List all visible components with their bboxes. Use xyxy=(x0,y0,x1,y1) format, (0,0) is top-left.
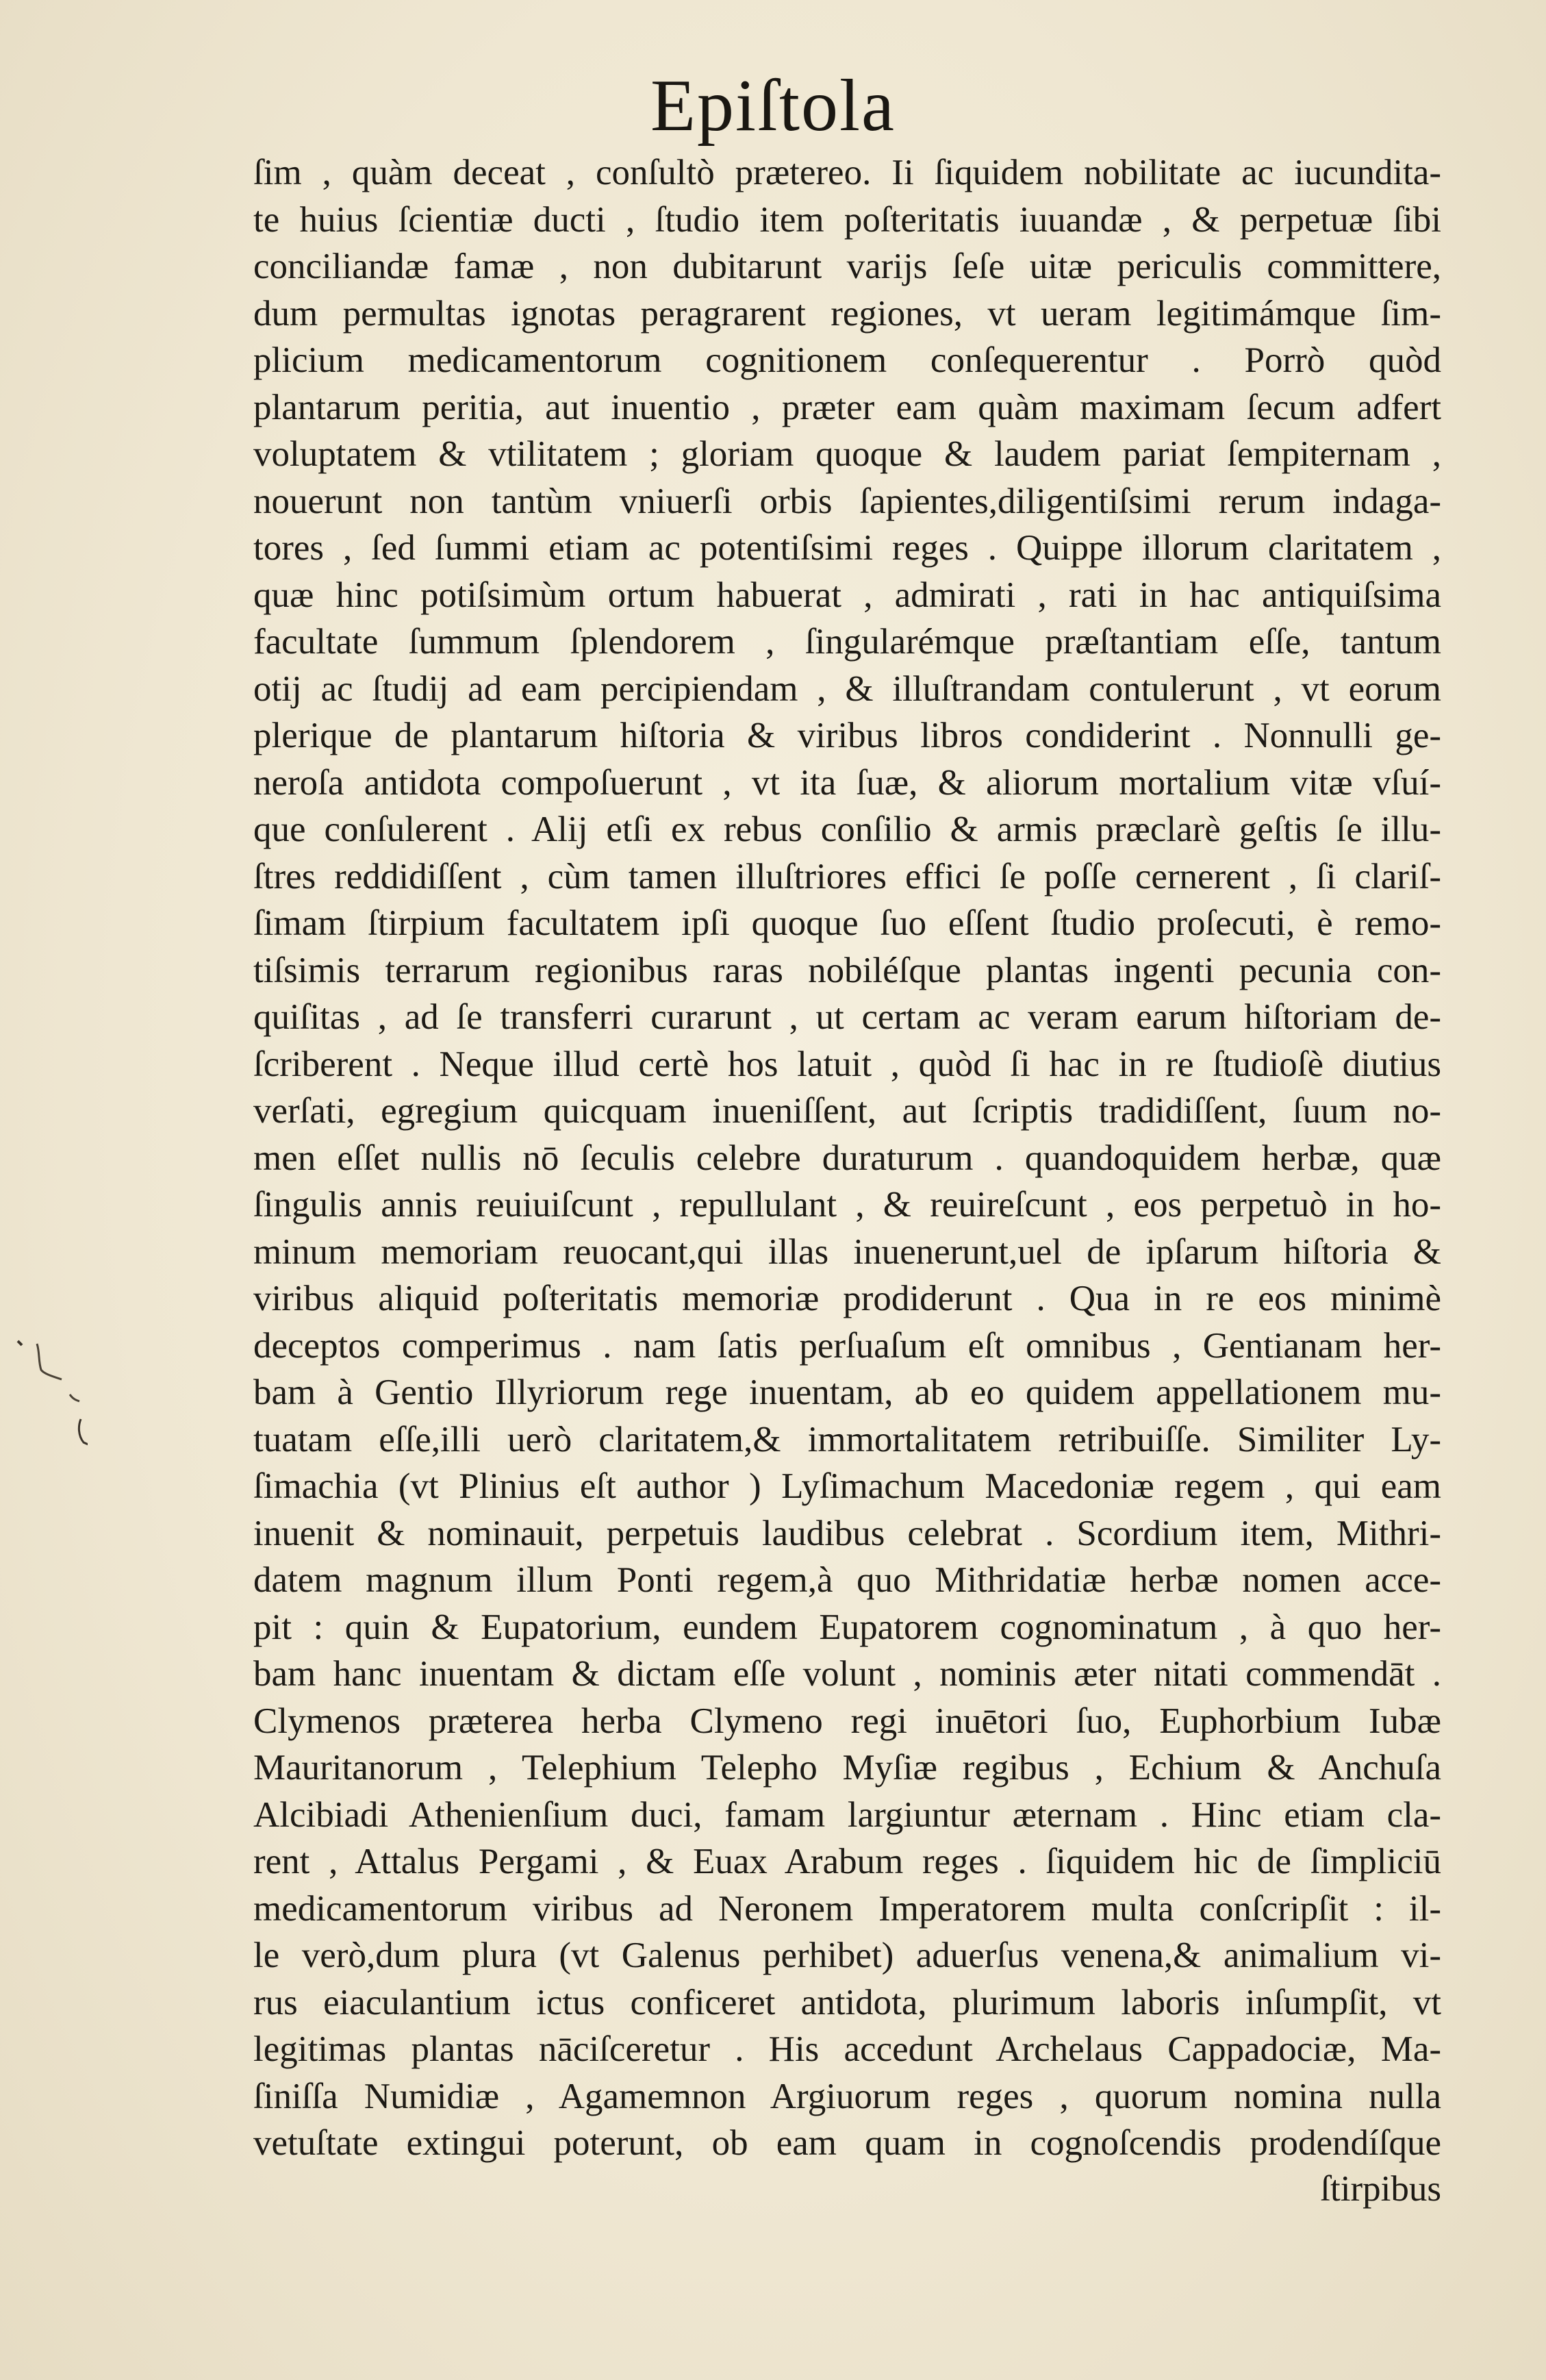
text-line: otij ac ſtudij ad eam percipiendam , & illuſtrandam contulerunt , vt eorum xyxy=(253,668,1441,709)
text-line: tuatam eſſe,illi uerò claritatem,& immortalitatem retribuiſſe. Similiter Ly- xyxy=(253,1419,1441,1460)
text-line: rus eiaculantium ictus conficeret antidota, plurimum laboris inſumpſit, vt xyxy=(253,1982,1441,2022)
text-line: conciliandæ famæ , non dubitarunt varijs ſeſe uitæ periculis committere, xyxy=(253,247,1441,286)
text-line: verſati, egregium quicquam inueniſſent, aut ſcriptis tradidiſſent, ſuum no- xyxy=(253,1091,1441,1131)
text-line: ſiniſſa Numidiæ , Agamemnon Argiuorum reges , quorum nomina nulla xyxy=(253,2076,1441,2116)
text-line: bam hanc inuentam & dictam eſſe volunt , nominis æter nitati commendāt . xyxy=(253,1654,1441,1694)
text-line: Mauritanorum , Telephium Telepho Myſiæ regibus , Echium & Anchuſa xyxy=(253,1748,1441,1788)
text-line: tores , ſed ſummi etiam ac potentiſsimi reges . Quippe illorum claritatem , xyxy=(253,528,1441,568)
text-line: men eſſet nullis nō ſeculis celebre duraturum . quandoquidem herbæ, quæ xyxy=(253,1138,1441,1178)
text-line: viribus aliquid poſteritatis memoriæ prodiderunt . Qua in re eos minimè xyxy=(253,1279,1441,1318)
margin-mark-3 xyxy=(70,1394,79,1401)
text-line: ſingulis annis reuiuiſcunt , repullulant , & reuireſcunt , eos perpetuò in ho- xyxy=(253,1185,1441,1225)
text-line: vetuſtate extingui poterunt, ob eam quam in cognoſcendis prodendíſque xyxy=(253,2123,1441,2163)
text-line: plerique de plantarum hiſtoria & viribus libros condiderint . Nonnulli ge- xyxy=(253,716,1441,755)
text-line: datem magnum illum Ponti regem,à quo Mithridatiæ herbæ nomen acce- xyxy=(253,1560,1441,1600)
text-line: dum permultas ignotas peragrarent regiones, vt ueram legitimámque ſim- xyxy=(253,293,1441,334)
text-line: plantarum peritia, aut inuentio , præter eam quàm maximam ſecum adfert xyxy=(253,387,1441,427)
margin-ink-marks xyxy=(12,1329,88,1466)
text-line: deceptos comperimus . nam ſatis perſuaſum eſt omnibus , Gentianam her- xyxy=(253,1325,1441,1366)
text-line: Clymenos præterea herba Clymeno regi inuētori ſuo, Euphorbium Iubæ xyxy=(253,1701,1441,1741)
text-line: que conſulerent . Alij etſi ex rebus conſilio & armis præclarè geſtis ſe illu- xyxy=(253,810,1441,849)
text-line: ſtres reddidiſſent , cùm tamen illuſtriores effici ſe poſſe cernerent , ſi clariſ- xyxy=(253,856,1441,897)
text-line: minum memoriam reuocant,qui illas inuenerunt,uel de ipſarum hiſtoria & xyxy=(253,1231,1441,1272)
margin-mark-4 xyxy=(79,1419,88,1446)
margin-mark-1 xyxy=(18,1341,22,1345)
text-line: nouerunt non tantùm vniuerſi orbis ſapientes,diligentiſsimi rerum indaga- xyxy=(253,481,1441,521)
text-line: tiſsimis terrarum regionibus raras nobiléſque plantas ingenti pecunia con- xyxy=(253,950,1441,990)
text-line: ſimam ſtirpium facultatem ipſi quoque ſuo eſſent ſtudio proſecuti, è remo- xyxy=(253,903,1441,943)
text-line: legitimas plantas nāciſceretur . His accedunt Archelaus Cappadociæ, Ma- xyxy=(253,2029,1441,2069)
text-line: te huius ſcientiæ ducti , ſtudio item poſteritatis iuuandæ , & perpetuæ ſibi xyxy=(253,199,1441,240)
catchword: ſtirpibus xyxy=(1320,2169,1441,2209)
text-line: facultate ſummum ſplendorem , ſingularémque præſtantiam eſſe, tantum xyxy=(253,622,1441,662)
text-line: quæ hinc potiſsimùm ortum habuerat , admirati , rati in hac antiquiſsima xyxy=(253,575,1441,615)
text-line: ſcriberent . Neque illud certè hos latuit , quòd ſi hac in re ſtudioſè diutius xyxy=(253,1044,1441,1084)
text-line: rent , Attalus Pergami , & Euax Arabum reges . ſiquidem hic de ſimpliciū xyxy=(253,1842,1441,1881)
text-line: le verò,dum plura (vt Galenus perhibet) aduerſus venena,& animalium vi- xyxy=(253,1936,1441,1975)
text-line: neroſa antidota compoſuerunt , vt ita ſuæ, & aliorum mortalium vitæ vſuí- xyxy=(253,762,1441,803)
main-text xyxy=(253,149,1441,2167)
text-line: ſimachia (vt Plinius eſt author ) Lyſimachum Macedoniæ regem , qui eam xyxy=(253,1466,1441,1506)
text-line: inuenit & nominauit, perpetuis laudibus celebrat . Scordium item, Mithri- xyxy=(253,1513,1441,1553)
text-line: Alcibiadi Athenienſium duci, famam largiuntur æternam . Hinc etiam cla- xyxy=(253,1794,1441,1835)
text-line: bam à Gentio Illyriorum rege inuentam, ab eo quidem appellationem mu- xyxy=(253,1373,1441,1412)
text-line: pit : quin & Eupatorium, eundem Eupatorem cognominatum , à quo her- xyxy=(253,1607,1441,1647)
text-line: plicium medicamentorum cognitionem conſequerentur . Porrò quòd xyxy=(253,340,1441,380)
text-line: voluptatem & vtilitatem ; gloriam quoque & laudem pariat ſempiternam , xyxy=(253,434,1441,474)
margin-mark-2 xyxy=(37,1344,62,1379)
text-line: quiſitas , ad ſe transferri curarunt , ut certam ac veram earum hiſtoriam de- xyxy=(253,997,1441,1037)
page-header: Epiſtola xyxy=(650,65,896,147)
text-line: ſim , quàm deceat , conſultò prætereo. Ii ſiquidem nobilitate ac iucundita- xyxy=(253,153,1441,192)
text-line: medicamentorum viribus ad Neronem Imperatorem multa conſcripſit : il- xyxy=(253,1888,1441,1929)
